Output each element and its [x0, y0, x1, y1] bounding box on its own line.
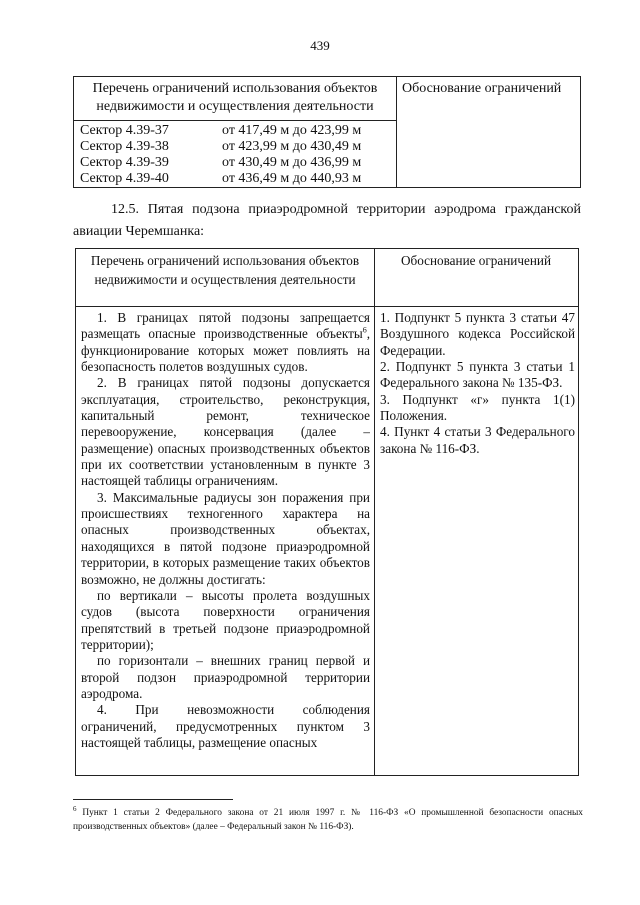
header-divider	[76, 306, 578, 307]
restriction-item: по вертикали – высоты пролета воздушных судов (высота поверхности ограничения препятствий в третьей подзоне приаэродромной территории);	[81, 587, 370, 652]
header-divider	[74, 120, 396, 121]
restrictions-text	[81, 310, 370, 775]
restrictions-table-continuation	[73, 76, 581, 188]
footnote-text: Пункт 1 статьи 2 Федерального закона от 21 июля 1997 г. № 116-ФЗ «О промышленной безопасности опасных производственных объектов» (далее – Федеральный закон № 116-ФЗ).	[73, 808, 583, 832]
sector-range: от 436,49 м до 440,93 м	[222, 171, 362, 186]
footnote-mark: 6	[73, 804, 77, 813]
justification-item: 4. Пункт 4 статьи 3 Федерального закона № 116-ФЗ.	[380, 424, 575, 456]
sector-label: Сектор 4.39-39	[80, 155, 169, 170]
sector-range: от 430,49 м до 436,99 м	[222, 155, 362, 170]
restriction-text: 1. В границах пятой подзоны запрещается размещать опасные производственные объекты	[81, 310, 370, 342]
sector-label: Сектор 4.39-37	[80, 123, 169, 138]
section-paragraph	[73, 199, 581, 243]
sector-label: Сектор 4.39-40	[80, 171, 169, 186]
sector-label: Сектор 4.39-38	[80, 139, 169, 154]
restriction-item: 4. При невозможности соблюдения ограничений, предусмотренных пунктом 3 настоящей таблицы, размещение опасных	[81, 702, 370, 750]
column-divider	[374, 249, 375, 775]
section-paragraph-text: 12.5. Пятая подзона приаэродромной территории аэродрома гражданской авиации Черемшанка:	[73, 202, 581, 239]
restriction-item: по горизонтали – внешних границ первой и второй подзон приаэродромной территории аэродрома.	[81, 653, 370, 701]
table1-header-left: Перечень ограничений использования объектов недвижимости и осуществления деятельности	[92, 81, 378, 114]
justification-item: 1. Подпункт 5 пункта 3 статьи 47 Воздушного кодекса Российской Федерации.	[380, 310, 575, 358]
footnote-divider	[73, 799, 233, 800]
column-divider	[396, 77, 397, 187]
table2-header-right: Обоснование ограничений	[400, 253, 552, 268]
page-number: 439	[310, 38, 330, 53]
justification-item: 3. Подпункт «г» пункта 1(1) Положения.	[380, 391, 575, 424]
justification-text	[380, 310, 575, 457]
table2-header-left: Перечень ограничений использования объектов недвижимости и осуществления деятельности	[90, 253, 360, 287]
restriction-text: , функционирование которых может повлиять на безопасность полетов воздушных судов.	[81, 326, 370, 375]
restrictions-table	[75, 248, 579, 776]
restriction-item: 2. В границах пятой подзоны допускается эксплуатация, строительство, реконструкция, капитальный ремонт, техническое перевооружение, консервация (далее – размещение) опасных производственных объектов при их соответствии установленным в пункте 3 настоящей таблицы ограничениям.	[81, 375, 370, 489]
restriction-item	[81, 310, 370, 375]
justification-item: 2. Подпункт 5 пункта 3 статьи 1 Федерального закона № 135-ФЗ.	[380, 359, 575, 391]
restriction-item: 3. Максимальные радиусы зон поражения при происшествиях техногенного характера на опасных производственных объектах, находящихся в пятой подзоне приаэродромной территории, в которых размещение таких объектов возможно, не должны достигать:	[81, 489, 370, 587]
sector-range: от 417,49 м до 423,99 м	[222, 123, 362, 138]
sector-range: от 423,99 м до 430,49 м	[222, 139, 362, 154]
footnote-ref: 6	[362, 325, 367, 335]
footnote	[73, 806, 583, 834]
table1-header-right: Обоснование ограничений	[402, 81, 562, 96]
